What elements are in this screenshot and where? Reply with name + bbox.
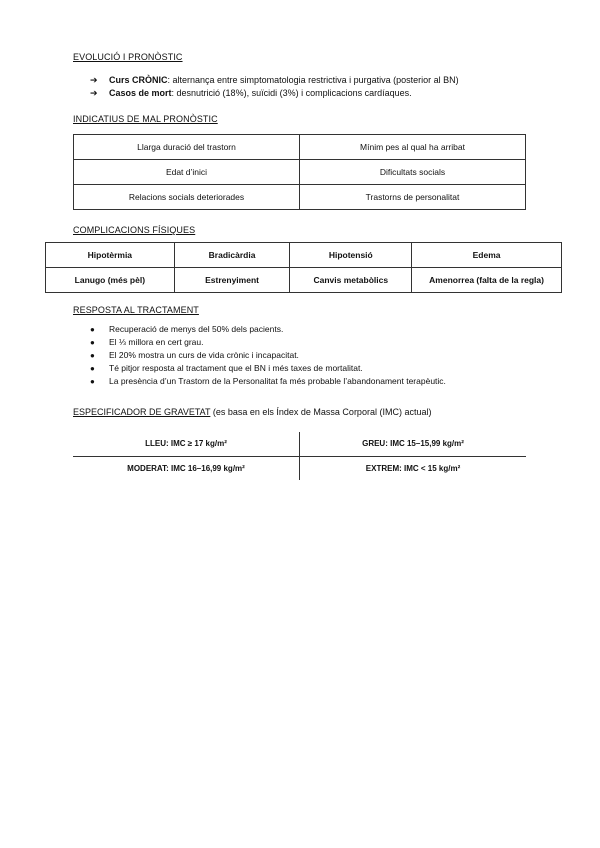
gravetat-grid [73, 432, 526, 480]
arrow-icon: ➔ [90, 88, 98, 98]
table-cell: Estrenyiment [174, 268, 290, 293]
gravetat-heading: ESPECIFICADOR DE GRAVETAT [73, 407, 211, 417]
list-item [90, 323, 446, 336]
item-text: El ⅓ millora en cert grau. [109, 337, 204, 347]
resposta-list [90, 323, 446, 388]
table-cell: Bradicàrdia [174, 243, 290, 268]
mal-pronostic-table [73, 134, 526, 210]
table-cell: Dificultats socials [300, 160, 526, 185]
gravetat-extrem: EXTREM: IMC < 15 kg/m² [365, 464, 461, 473]
item-text: : alternança entre simptomatologia restrictiva i purgativa (posterior al BN) [167, 75, 459, 85]
gravetat-lleu: LLEU: IMC ≥ 17 kg/m² [145, 439, 227, 448]
table-cell: Mínim pes al qual ha arribat [300, 135, 526, 160]
table-cell: Llarga duració del trastorn [74, 135, 300, 160]
evolucio-list [90, 74, 459, 100]
section-heading-resposta: RESPOSTA AL TRACTAMENT [73, 305, 199, 315]
table-cell: Lanugo (més pèl) [46, 268, 175, 293]
table-row [46, 243, 562, 268]
table-cell: Edat d’inici [74, 160, 300, 185]
list-item [90, 349, 446, 362]
table-cell: Hipotèrmia [46, 243, 175, 268]
item-text: : desnutrició (18%), suïcidi (3%) i complicacions cardíaques. [171, 88, 412, 98]
list-item [90, 375, 446, 388]
list-item [90, 87, 459, 100]
table-cell: Hipotensió [290, 243, 412, 268]
table-cell: Relacions socials deteriorades [74, 185, 300, 210]
list-item [90, 336, 446, 349]
arrow-icon: ➔ [90, 75, 98, 85]
gravetat-moderat: MODERAT: IMC 16–16,99 kg/m² [127, 464, 245, 473]
section-heading-gravetat [73, 407, 431, 417]
divider [299, 432, 300, 480]
table-row [74, 135, 526, 160]
table-cell: Edema [412, 243, 562, 268]
bullet-icon: ● [90, 351, 95, 360]
complicacions-table [45, 242, 562, 293]
list-item [90, 74, 459, 87]
table-cell: Amenorrea (falta de la regla) [412, 268, 562, 293]
item-text: El 20% mostra un curs de vida crònic i incapacitat. [109, 350, 299, 360]
table-cell: Trastorns de personalitat [300, 185, 526, 210]
item-text: Té pitjor resposta al tractament que el BN i més taxes de mortalitat. [109, 363, 363, 373]
table-row [74, 160, 526, 185]
item-label: Curs CRÒNIC [109, 75, 168, 85]
section-heading-mal-pronostic: INDICATIUS DE MAL PRONÒSTIC [73, 114, 218, 124]
bullet-icon: ● [90, 364, 95, 373]
bullet-icon: ● [90, 325, 95, 334]
item-text: La presència d’un Trastorn de la Personalitat fa més probable l’abandonament terapèutic. [109, 376, 446, 386]
item-text: Recuperació de menys del 50% dels pacients. [109, 324, 284, 334]
section-heading-complicacions: COMPLICACIONS FÍSIQUES [73, 225, 196, 235]
bullet-icon: ● [90, 338, 95, 347]
gravetat-note: (es basa en els Índex de Massa Corporal (IMC) actual) [210, 407, 432, 417]
section-heading-evolucio: EVOLUCIÓ I PRONÒSTIC [73, 52, 183, 62]
gravetat-greu: GREU: IMC 15–15,99 kg/m² [362, 439, 464, 448]
bullet-icon: ● [90, 377, 95, 386]
item-label: Casos de mort [109, 88, 172, 98]
table-cell: Canvis metabòlics [290, 268, 412, 293]
table-row [74, 185, 526, 210]
table-row [46, 268, 562, 293]
list-item [90, 362, 446, 375]
